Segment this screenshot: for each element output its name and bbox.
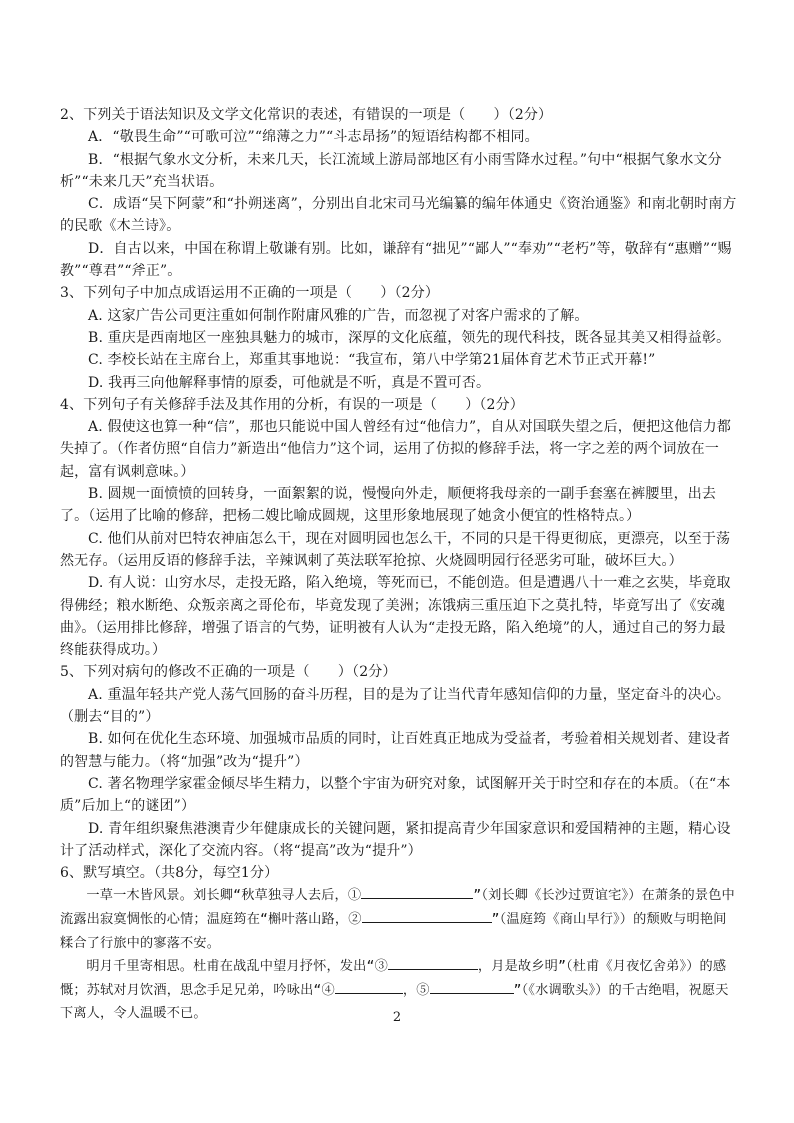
paragraph-1-text-c: ”（温庭筠《商山早行》）的颓败与明艳间糅合了行旅中的寥落不安。 <box>60 911 727 951</box>
paragraph-1-text-a: 一草一木皆风景。刘长卿“秋草独寻人去后， <box>86 888 348 904</box>
question-3-option-a: A. 这家广告公司更注重如何制作附庸风雅的广告，而忽视了对客户需求的了解。 <box>88 307 589 324</box>
exam-page <box>60 104 738 1026</box>
blank-4-marker: ④ <box>321 982 335 998</box>
question-4 <box>60 394 738 662</box>
question-6-paragraph-1 <box>60 884 738 955</box>
blank-separator: ， <box>402 982 417 998</box>
question-2-option-d: D．自古以来，中国在称谓上敬谦有别。比如，谦辞有“拙见”“鄙人”“奉劝”“老朽”等，敬辞有“惠赠”“赐教”“尊君”“斧正”。 <box>60 240 732 280</box>
answer-blank-2[interactable] <box>362 909 492 923</box>
question-3-option-d: D. 我再三向他解释事情的原委，可他就是不听，真是不置可否。 <box>88 374 491 391</box>
page-number: 2 <box>392 1010 402 1025</box>
question-5-option-c: C. 著名物理学家霍金倾尽毕生精力，以整个宇宙为研究对象，试图解开关于时空和存在的本质。（在“本质”后加上“的谜团”） <box>60 775 731 815</box>
blank-2-marker: ② <box>348 911 362 927</box>
answer-blank-1[interactable] <box>361 885 473 899</box>
question-3-option-b: B. 重庆是西南地区一座独具魅力的城市，深厚的文化底蕴，领先的现代科技，既各显其美又相得益彰。 <box>88 329 731 346</box>
blank-1-marker: ① <box>347 888 362 904</box>
question-6 <box>60 862 738 1026</box>
blank-3-marker: ③ <box>374 959 388 975</box>
question-2-option-c: C．成语“吴下阿蒙”和“扑朔迷离”，分别出自北宋司马光编纂的编年体通史《资治通鉴》和南北朝时南方的民歌《木兰诗》。 <box>60 196 737 235</box>
blank-5-marker: ⑤ <box>416 982 430 998</box>
answer-blank-5[interactable] <box>430 980 514 994</box>
paragraph-2-text-b: ，月是故乡明”（杜甫《月夜忆舍弟》）的感慨；苏轼对月饮酒，思念手足兄弟，吟咏出“ <box>60 959 727 998</box>
question-5-option-a: A. 重温年轻共产党人荡气回肠的奋斗历程，目的是为了让当代青年感知信仰的力量，坚定奋斗的决心。（删去“目的”） <box>60 686 731 726</box>
question-3-stem: 3、下列句子中加点成语运用不正确的一项是（ ）（2分） <box>60 285 440 302</box>
question-3-option-c: C. 李校长站在主席台上，郑重其事地说：“我宣布，第八中学第21届体育艺术节正式开幕!” <box>88 352 656 369</box>
question-2 <box>60 104 738 282</box>
paragraph-2-text-c: ”（《水调歌头》）的千古绝唱，祝愿天下离人，令人温暖不已。 <box>60 982 729 1022</box>
question-3 <box>60 282 738 393</box>
question-4-stem: 4、下列句子有关修辞手法及其作用的分析，有误的一项是（ ）（2分） <box>60 396 524 413</box>
question-2-stem: 2、下列关于语法知识及文学文化常识的表述，有错误的一项是（ ）（2分） <box>60 107 553 123</box>
question-4-option-b: B. 圆规一面愤愤的回转身，一面絮絮的说，慢慢向外走，顺便将我母亲的一副手套塞在裤腰里，出去了。（运用了比喻的修辞，把杨二嫂比喻成圆规，这里形象地展现了她贪小便宜的性格特点。） <box>60 486 717 525</box>
paragraph-2-text-a: 明月千里寄相思。杜甫在战乱中望月抒怀，发出“ <box>86 959 375 975</box>
question-4-option-c: C. 他们从前对巴特农神庙怎么干，现在对圆明园也怎么干，不同的只是干得更彻底，更漂亮，以至于荡然无存。（运用反语的修辞手法，辛辣讽刺了英法联军抢掠、火烧圆明园行径恶劣可耻，破坏巨大。） <box>60 530 731 569</box>
question-4-option-a: A. 假使这也算一种“信”，那也只能说中国人曾经有过“他信力”，自从对国联失望之后，便把这他信力都失掉了。（作者仿照“自信力”新造出“他信力”这个词，运用了仿拟的修辞手法，将一字之差的两个词放在一起，富有讽刺意味。） <box>60 419 731 480</box>
question-2-option-a: A．“敬畏生命”“可歌可泣”“绵薄之力”“斗志昂扬”的短语结构都不相同。 <box>88 129 539 146</box>
paragraph-1-text-b: ”（刘长卿《长沙过贾谊宅》）在萧条的景色中流露出寂寞惆怅的心情；温庭筠在“槲叶落山路， <box>60 888 735 927</box>
answer-blank-4[interactable] <box>335 980 403 994</box>
question-4-option-d: D. 有人说：山穷水尽，走投无路，陷入绝境，等死而已，不能创造。但是遭遇八十一难之玄奘，毕竟取得佛经；粮水断绝、众叛亲离之哥伦布，毕竟发现了美洲；冻饿病三重压迫下之莫扎特，毕竟写出了《安魂曲》。（运用排比修辞，增强了语言的气势，证明被有人认为“走投无路，陷入绝境”的人，通过自己的努力最终能获得成功。） <box>60 575 731 659</box>
question-5-stem: 5、下列对病句的修改不正确的一项是（ ）（2分） <box>60 664 397 681</box>
question-2-option-b: B．“根据气象水文分析，未来几天，长江流域上游局部地区有小雨雪降水过程。”句中“根据气象水文分析”“未来几天”充当状语。 <box>60 151 722 190</box>
question-5-option-b: B. 如何在优化生态环境、加强城市品质的同时，让百姓真正地成为受益者，考验着相关规划者、建设者的智慧与能力。（将“加强”改为“提升”） <box>60 731 731 770</box>
question-5 <box>60 661 738 862</box>
answer-blank-3[interactable] <box>388 956 478 970</box>
question-6-stem: 6、默写填空。（共8分，每空1分） <box>60 865 279 882</box>
question-5-option-d: D. 青年组织聚焦港澳青少年健康成长的关键问题，紧扣提高青少年国家意识和爱国精神的主题，精心设计了活动样式，深化了交流内容。（将“提高”改为“提升”） <box>60 820 731 859</box>
